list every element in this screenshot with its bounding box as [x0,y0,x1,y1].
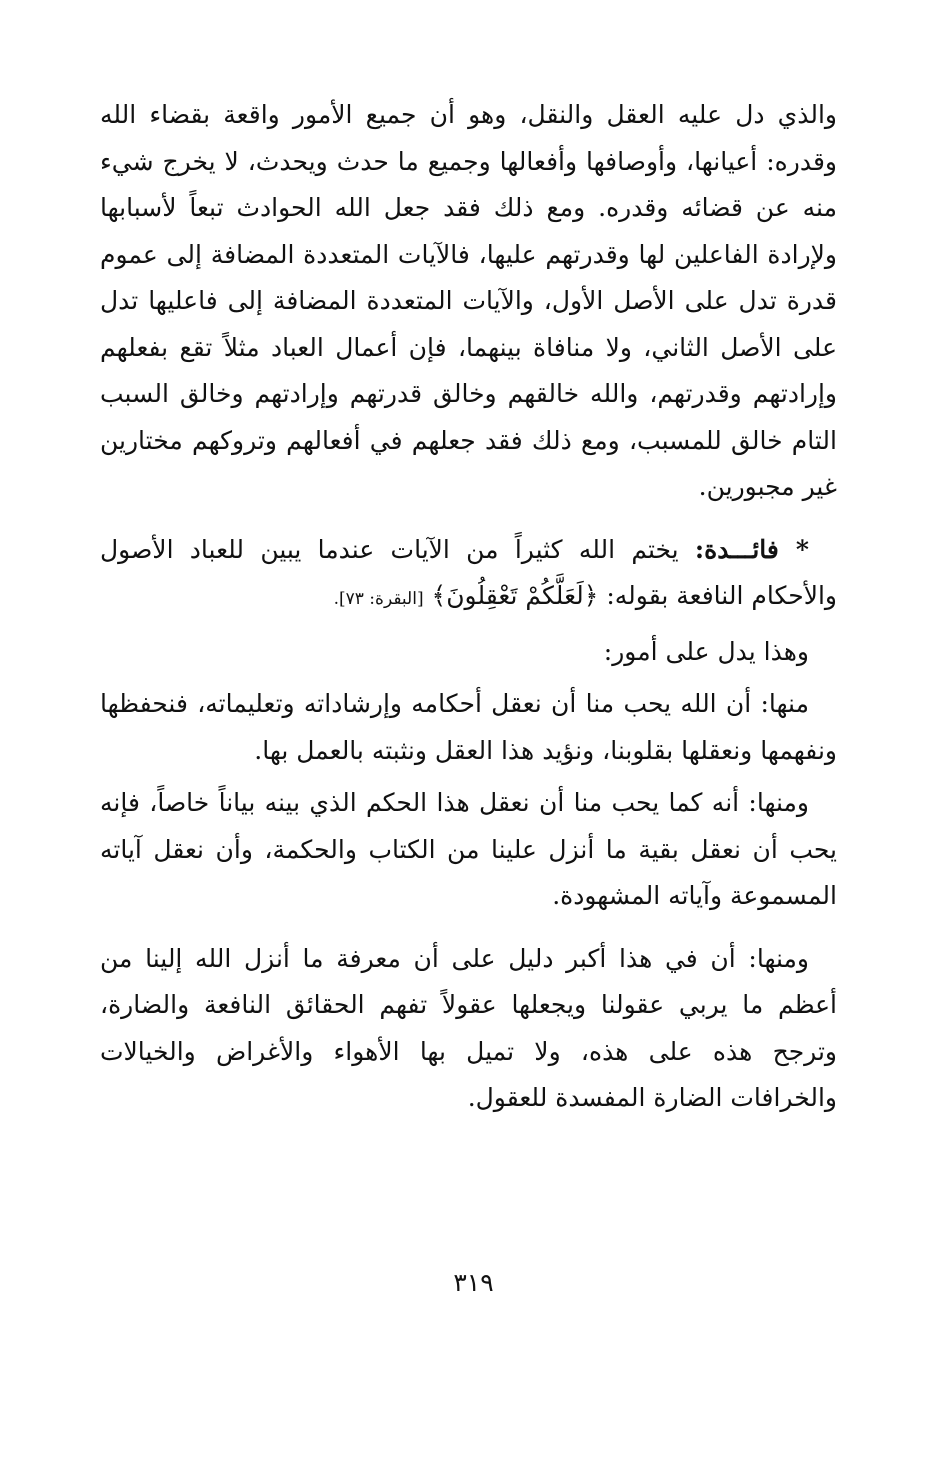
verse-reference: [البقرة: ٧٣]. [333,589,424,609]
paragraph-point-1: منها: أن الله يحب منا أن نعقل أحكامه وإرشاداته وتعليماته، فنحفظها ونفهمها ونعقلها بقلوبنا، ونؤيد هذا العقل ونثبته بالعمل بها. [100,689,837,765]
paragraph-faida [100,527,837,623]
faida-label: * فائـــدة: [694,534,809,564]
paragraph-point-3: ومنها: أن في هذا أكبر دليل على أن معرفة ما أنزل الله إلينا من أعظم ما يربي عقولنا ويجعلها عقولاً تفهم الحقائق النافعة والضارة، وترجح هذه على هذه، ولا تميل بها الأهواء والأغراض والخيالات والخرافات الضارة المفسدة للعقول. [100,943,837,1112]
faida-text: يختم الله كثيراً من الآيات عندما يبين للعباد الأصول والأحكام النافعة بقوله: [100,534,837,610]
paragraph-qadar: والذي دل عليه العقل والنقل، وهو أن جميع الأمور واقعة بقضاء الله وقدره: أعيانها، وأوصافها وأفعالها وجميع ما حدث ويحدث، لا يخرج شيء منه عن قضائه وقدره. ومع ذلك فقد جعل الله الحوادث تبعاً لأسبابها ولإرادة الفاعلين لها وقدرتهم عليها، فالآيات المتعددة المضافة إلى عموم قدرة تدل على الأصل الأول، والآيات المتعددة المضافة إلى فاعليها تدل على الأصل الثاني، ولا منافاة بينهما، فإن أعمال العباد مثلاً تقع بفعلهم وإرادتهم وقدرتهم، والله خالقهم وخالق قدرتهم وإرادتهم وخالق السبب التام خالق للمسبب، ومع ذلك فقد جعلهم في أفعالهم وتروكهم مختارين غير مجبورين. [100,100,837,501]
paragraph-point-2: ومنها: أنه كما يحب منا أن نعقل هذا الحكم الذي بينه بياناً خاصاً، فإنه يحب أن نعقل بقية ما أنزل علينا من الكتاب والحكمة، وأن نعقل آياته المسموعة وآياته المشهودة. [100,788,837,910]
paragraph-intro: وهذا يدل على أمور: [603,636,809,666]
page-body [100,92,837,1122]
page-number: ٣١٩ [453,1268,494,1297]
quran-verse: ﴿لَعَلَّكُمْ تَعْقِلُونَ﴾ [431,581,599,610]
